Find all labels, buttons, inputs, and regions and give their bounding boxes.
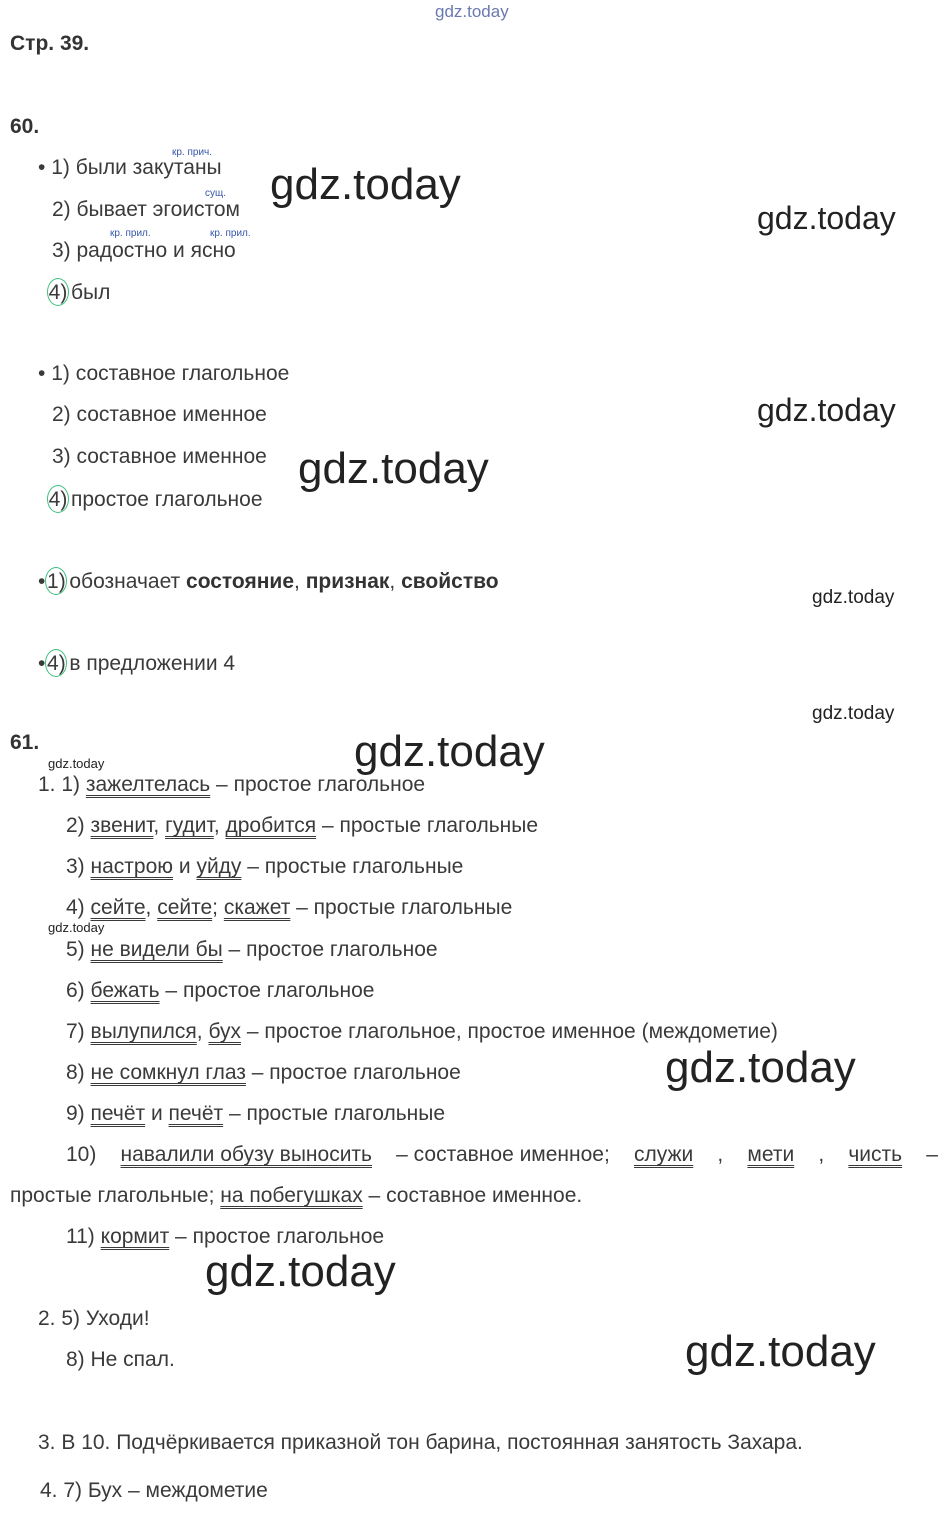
watermark-small: gdz.today xyxy=(812,703,895,724)
bold-term: признак xyxy=(305,570,390,593)
answer-line xyxy=(66,854,463,880)
answer-text: – простое глагольное xyxy=(245,1061,461,1084)
predicate: служи xyxy=(633,1143,694,1166)
watermark-tiny: gdz.today xyxy=(48,920,105,935)
predicate: не видели бы xyxy=(90,938,223,961)
list-item xyxy=(38,155,222,181)
list-item-answer xyxy=(38,649,235,677)
item-number: 4) xyxy=(66,896,85,919)
answer-text: 1) составное глагольное xyxy=(51,362,290,385)
predicate: сейте xyxy=(90,896,146,919)
answer-circle: 4) xyxy=(47,278,69,306)
predicate: мети xyxy=(747,1143,795,1166)
separator: и xyxy=(173,855,197,878)
list-item-answer xyxy=(47,278,110,306)
answer-line xyxy=(66,1101,445,1127)
item-number: 2) xyxy=(66,814,85,837)
grammar-note: кр. прил. xyxy=(210,228,251,239)
answer-line xyxy=(66,1224,384,1250)
item-number: 6) xyxy=(66,979,85,1002)
item-number: 8) xyxy=(66,1061,85,1084)
predicate: уйду xyxy=(196,855,242,878)
answer-text: – составное именное. xyxy=(362,1184,583,1207)
bullet: • xyxy=(38,570,46,593)
predicate: печёт xyxy=(90,1102,146,1125)
predicate: не сомкнул глаз xyxy=(90,1061,246,1084)
watermark-medium: gdz.today xyxy=(757,200,896,236)
answer-text: – простые глагольные xyxy=(290,896,513,919)
bullet: • xyxy=(38,652,46,675)
answer-circle: 4) xyxy=(45,649,67,677)
answer-circle: 4) xyxy=(47,485,69,513)
watermark-large: gdz.today xyxy=(685,1327,876,1376)
list-item: 2) составное именное xyxy=(52,403,267,426)
predicate: дробится xyxy=(225,814,317,837)
separator: , xyxy=(196,1020,209,1043)
answer-text: – простые глагольные xyxy=(241,855,464,878)
watermark-large: gdz.today xyxy=(354,727,545,776)
watermark-tiny: gdz.today xyxy=(48,756,105,771)
item-number: 3) xyxy=(66,855,85,878)
exercise-number-60: 60. xyxy=(10,115,40,138)
page-header: Стр. 39. xyxy=(10,32,90,55)
separator: , xyxy=(153,814,166,837)
answer-text: – простые глагольные xyxy=(316,814,539,837)
separator: , xyxy=(145,896,158,919)
predicate: печёт xyxy=(168,1102,224,1125)
answer-text: был xyxy=(71,281,111,304)
predicate: сейте xyxy=(157,896,213,919)
watermark-medium: gdz.today xyxy=(757,392,896,428)
answer-line xyxy=(66,1060,461,1086)
watermark-large: gdz.today xyxy=(298,444,489,493)
answer-line xyxy=(66,1019,778,1045)
grammar-note: сущ. xyxy=(205,188,227,199)
list-item-answer xyxy=(38,567,499,595)
separator: , xyxy=(294,570,306,593)
separator: ; xyxy=(212,896,224,919)
answer-text: 1) были закутаны xyxy=(51,156,222,179)
answer-line xyxy=(66,978,374,1004)
predicate: вылупился xyxy=(90,1020,197,1043)
answer-line xyxy=(66,895,512,921)
predicate: звенит xyxy=(90,814,154,837)
item-number: 5) xyxy=(66,938,85,961)
answer-text: – простое глагольное xyxy=(159,979,375,1002)
watermark-large: gdz.today xyxy=(205,1247,396,1296)
predicate: бух xyxy=(208,1020,242,1043)
list-item-answer xyxy=(47,485,263,513)
bullet: • xyxy=(38,156,46,179)
grammar-note: кр. прич. xyxy=(172,147,213,158)
answer-line xyxy=(66,937,438,963)
separator: , xyxy=(389,570,402,593)
list-item: 3) составное именное xyxy=(52,445,267,468)
list-item xyxy=(38,361,289,387)
watermark-large: gdz.today xyxy=(665,1043,856,1092)
watermark-large: gdz.today xyxy=(270,160,461,209)
watermark-top: gdz.today xyxy=(435,2,509,21)
answer-line: 8) Не спал. xyxy=(66,1348,175,1371)
answer-text: – простое глагольное, простое именное (междометие) xyxy=(241,1020,778,1043)
grammar-note: кр. прил. xyxy=(110,228,151,239)
answer-line: 4. 7) Бух – междометие xyxy=(40,1479,268,1502)
predicate: бежать xyxy=(90,979,160,1002)
predicate: скажет xyxy=(223,896,291,919)
answer-text: простые глагольные; xyxy=(10,1184,221,1207)
watermark-small: gdz.today xyxy=(812,587,895,608)
answer-line xyxy=(10,1183,582,1209)
item-number: 9) xyxy=(66,1102,85,1125)
bold-term: состояние xyxy=(186,570,295,593)
answer-line: 3. В 10. Подчёркивается приказной тон барина, постоянная занятость Захара. xyxy=(38,1431,803,1454)
answer-line xyxy=(38,772,425,798)
answer-line: 2. 5) Уходи! xyxy=(38,1307,150,1330)
item-number: 10) xyxy=(66,1143,97,1166)
bold-term: свойство xyxy=(401,570,499,593)
separator: , xyxy=(818,1143,825,1166)
item-number: 11) xyxy=(66,1225,95,1248)
predicate: гудит xyxy=(165,814,214,837)
separator: и xyxy=(145,1102,169,1125)
list-item: 2) бывает эгоистом xyxy=(52,198,240,221)
exercise-number-61: 61. xyxy=(10,731,40,754)
list-item: 3) радостно и ясно xyxy=(52,239,236,262)
bullet: • xyxy=(38,362,46,385)
answer-text: – простое глагольное xyxy=(210,773,426,796)
answer-text: – составное именное; xyxy=(396,1143,610,1166)
predicate: на побегушках xyxy=(220,1184,363,1207)
item-number: 7) xyxy=(66,1020,85,1043)
item-number: 1. 1) xyxy=(38,773,81,796)
answer-line xyxy=(66,1142,938,1168)
predicate: зажелтелась xyxy=(85,773,211,796)
separator: , xyxy=(213,814,226,837)
answer-text: обозначает xyxy=(69,570,187,593)
answer-line xyxy=(66,813,538,839)
predicate: навалили обузу выносить xyxy=(120,1143,372,1166)
answer-text: в предложении 4 xyxy=(69,652,236,675)
answer-circle: 1) xyxy=(45,567,67,595)
predicate: кормит xyxy=(100,1225,170,1248)
predicate: чисть xyxy=(848,1143,903,1166)
answer-text: – простое глагольное xyxy=(222,938,438,961)
separator: , xyxy=(717,1143,724,1166)
predicate: настрою xyxy=(90,855,174,878)
answer-text: – xyxy=(926,1143,938,1166)
answer-text: простое глагольное xyxy=(71,488,263,511)
answer-text: – простое глагольное xyxy=(169,1225,385,1248)
answer-text: – простые глагольные xyxy=(223,1102,446,1125)
